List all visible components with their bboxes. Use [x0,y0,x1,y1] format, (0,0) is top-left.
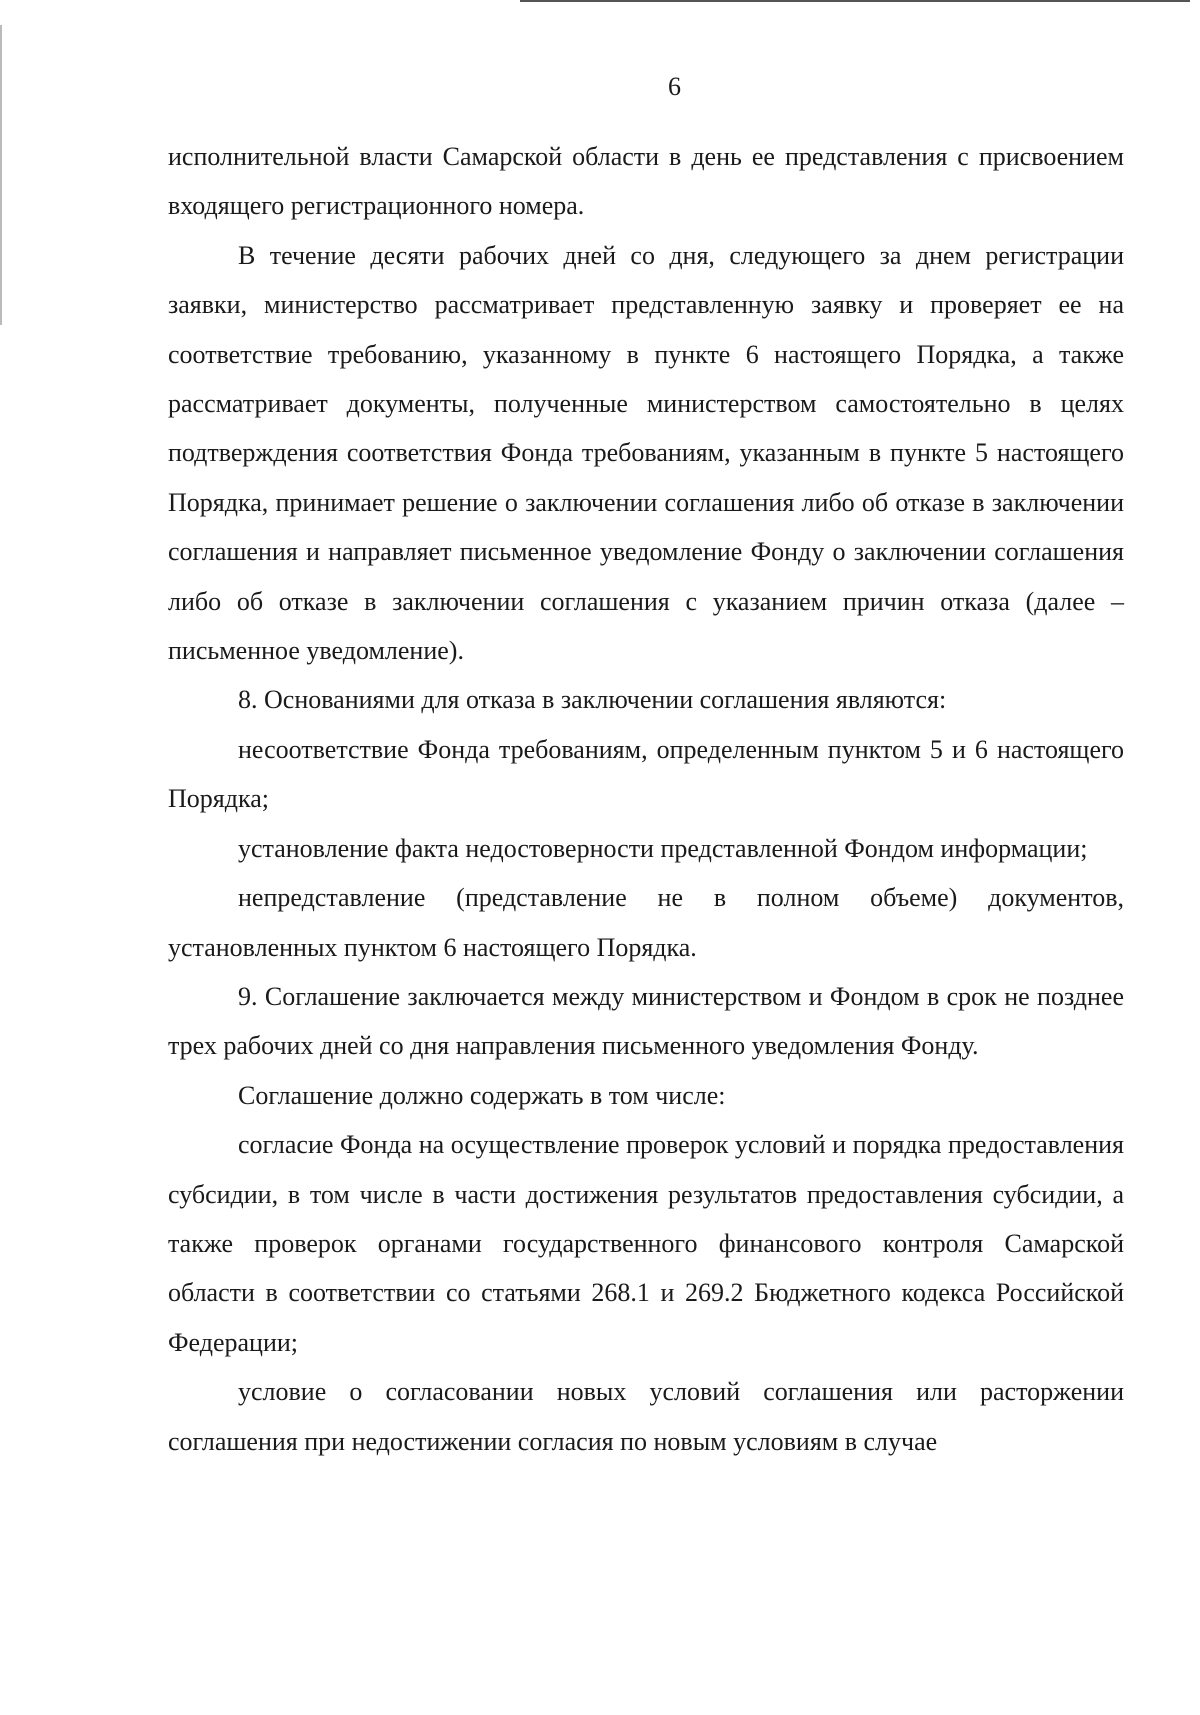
paragraph-agreement-content-heading: Соглашение должно содержать в том числе: [238,1080,726,1110]
scan-top-border [520,0,1190,2]
document-body [168,132,1124,1466]
paragraph-refusal-grounds-heading: 8. Основаниями для отказа в заключении соглашения являются: [238,685,947,715]
paragraph-continuation: исполнительной власти Самарской области в день ее представления с присвоением входящего регистрационного номера. [168,142,1124,221]
paragraph-agreement-condition: условие о согласовании новых условий соглашения или расторжении соглашения при недостижении согласия по новым условиям в случае [168,1377,1124,1456]
paragraph-review-period: В течение десяти рабочих дней со дня, следующего за днем регистрации заявки, министерство рассматривает представленную заявку и проверяет ее на соответствие требованию, указанному в пункте 6 настоящего Порядка, а также рассматривает документы, полученные министерством самостоятельно в целях подтверждения соответствия Фонда требованиям, указанным в пункте 5 настоящего Порядка, принимает решение о заключении соглашения либо об отказе в заключении соглашения и направляет письменное уведомление Фонду о заключении соглашения либо об отказе в заключении соглашения с указанием причин отказа (далее – письменное уведомление). [168,240,1124,666]
paragraph-agreement-term: 9. Соглашение заключается между министерством и Фондом в срок не позднее трех рабочих дней со дня направления письменного уведомления Фонду. [168,981,1124,1061]
page-number: 6 [668,72,681,101]
paragraph-refusal-ground-3: непредставление (представление не в полном объеме) документов, установленных пунктом 6 настоящего Порядка. [168,883,1124,962]
paragraph-refusal-ground-1: несоответствие Фонда требованиям, определенным пунктом 5 и 6 настоящего Порядка; [168,734,1124,814]
scan-left-edge [0,25,2,325]
paragraph-agreement-consent: согласие Фонда на осуществление проверок условий и порядка предоставления субсидии, в том числе в части достижения результатов предоставления субсидии, а также проверок органами государственного финансового контроля Самарской области в соответствии со статьями 268.1 и 269.2 Бюджетного кодекса Российской Федерации; [168,1130,1124,1357]
paragraph-refusal-ground-2: установление факта недостоверности представленной Фондом информации; [238,833,1088,863]
